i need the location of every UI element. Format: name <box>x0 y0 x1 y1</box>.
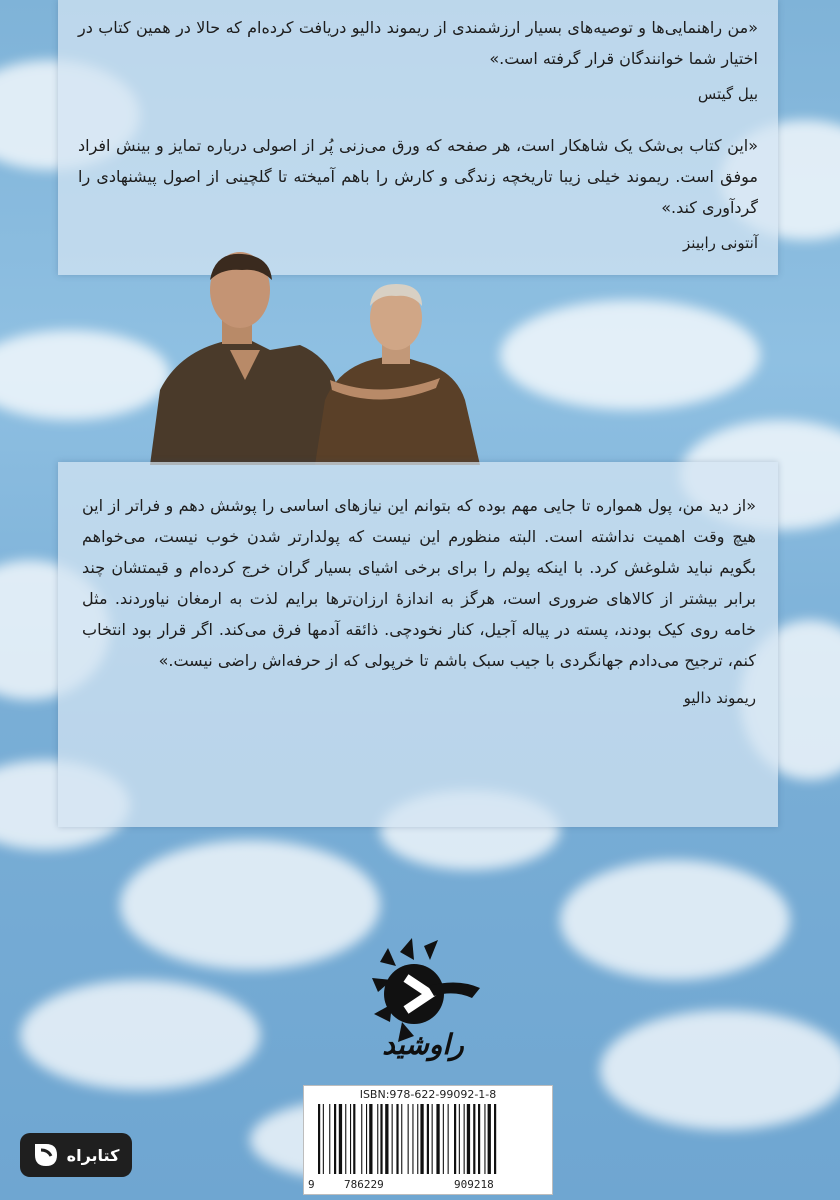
barcode-bars <box>318 1104 542 1174</box>
isbn-label: ISBN:978-622-99092-1-8 <box>359 1088 497 1101</box>
author-ray-dalio: ریموند دالیو <box>683 689 756 707</box>
ketabrah-label: کتابراه <box>66 1145 120 1165</box>
author-tony-robbins: آنتونی رابینز <box>683 234 758 252</box>
ketabrah-leaf-icon <box>33 1142 59 1168</box>
dalio-quote-panel <box>58 462 778 827</box>
quote-tony-robbins: «این کتاب بی‌شک یک شاهکار است، هر صفحه که ورق می‌زنی پُر از اصولی درباره تمایز و بینش افراد موفق است. ریموند خیلی زیبا تاریخچه زندگی و کارش را باهم آمیخته تا گلچینی از اصول پیشنهادی را گردآوری کند.» <box>78 136 758 217</box>
barcode <box>303 1085 553 1195</box>
author-bill-gates: بیل گیتس <box>697 85 758 103</box>
ketabrah-badge[interactable] <box>20 1133 132 1177</box>
quote-bill-gates: «من راهنمایی‌ها و توصیه‌های بسیار ارزشمندی از ریموند دالیو دریافت کرده‌ام که حالا در همین کتاب در اختیار شما خوانندگان قرار گرفته است.» <box>78 18 758 68</box>
barcode-right-digits: 909218 <box>454 1178 494 1191</box>
quote-ray-dalio: «از دید من، پول همواره تا جایی مهم بوده که بتوانم این نیازهای اساسی را پوشش دهم و فراتر از این هیچ وقت اهمیت نداشته است. البته منظورم این نیست که پولدارتر شدن خوب نیست، می‌خواهم بگویم نباید شلوغش کرد. با اینکه پولم را برای برخی اشیای بسیار گران خرج کرده‌ام و قیمتشان چند برابر بیشتر از کالاهای ضروری است، هرگز به اندازهٔ ارزان‌ترها برایم لذت به ارمغان نیاوردند. مثل خامه روی کیک بودند، پسته در پیاله آجیل، کنار نخودچی. ذائقه آدمها فرق می‌کند. اگر قرار بود انتخاب کنم، ترجیح می‌دادم جهانگردی با جیب سبک باشم تا خرپولی که از حرفه‌اش راضی نیست.» <box>82 496 756 670</box>
barcode-prefix: 9 <box>308 1178 315 1191</box>
authors-photo <box>150 250 485 465</box>
publisher-name: راوشید <box>382 1028 464 1061</box>
barcode-left-digits: 786229 <box>344 1178 384 1191</box>
endorsements-panel <box>58 0 778 275</box>
